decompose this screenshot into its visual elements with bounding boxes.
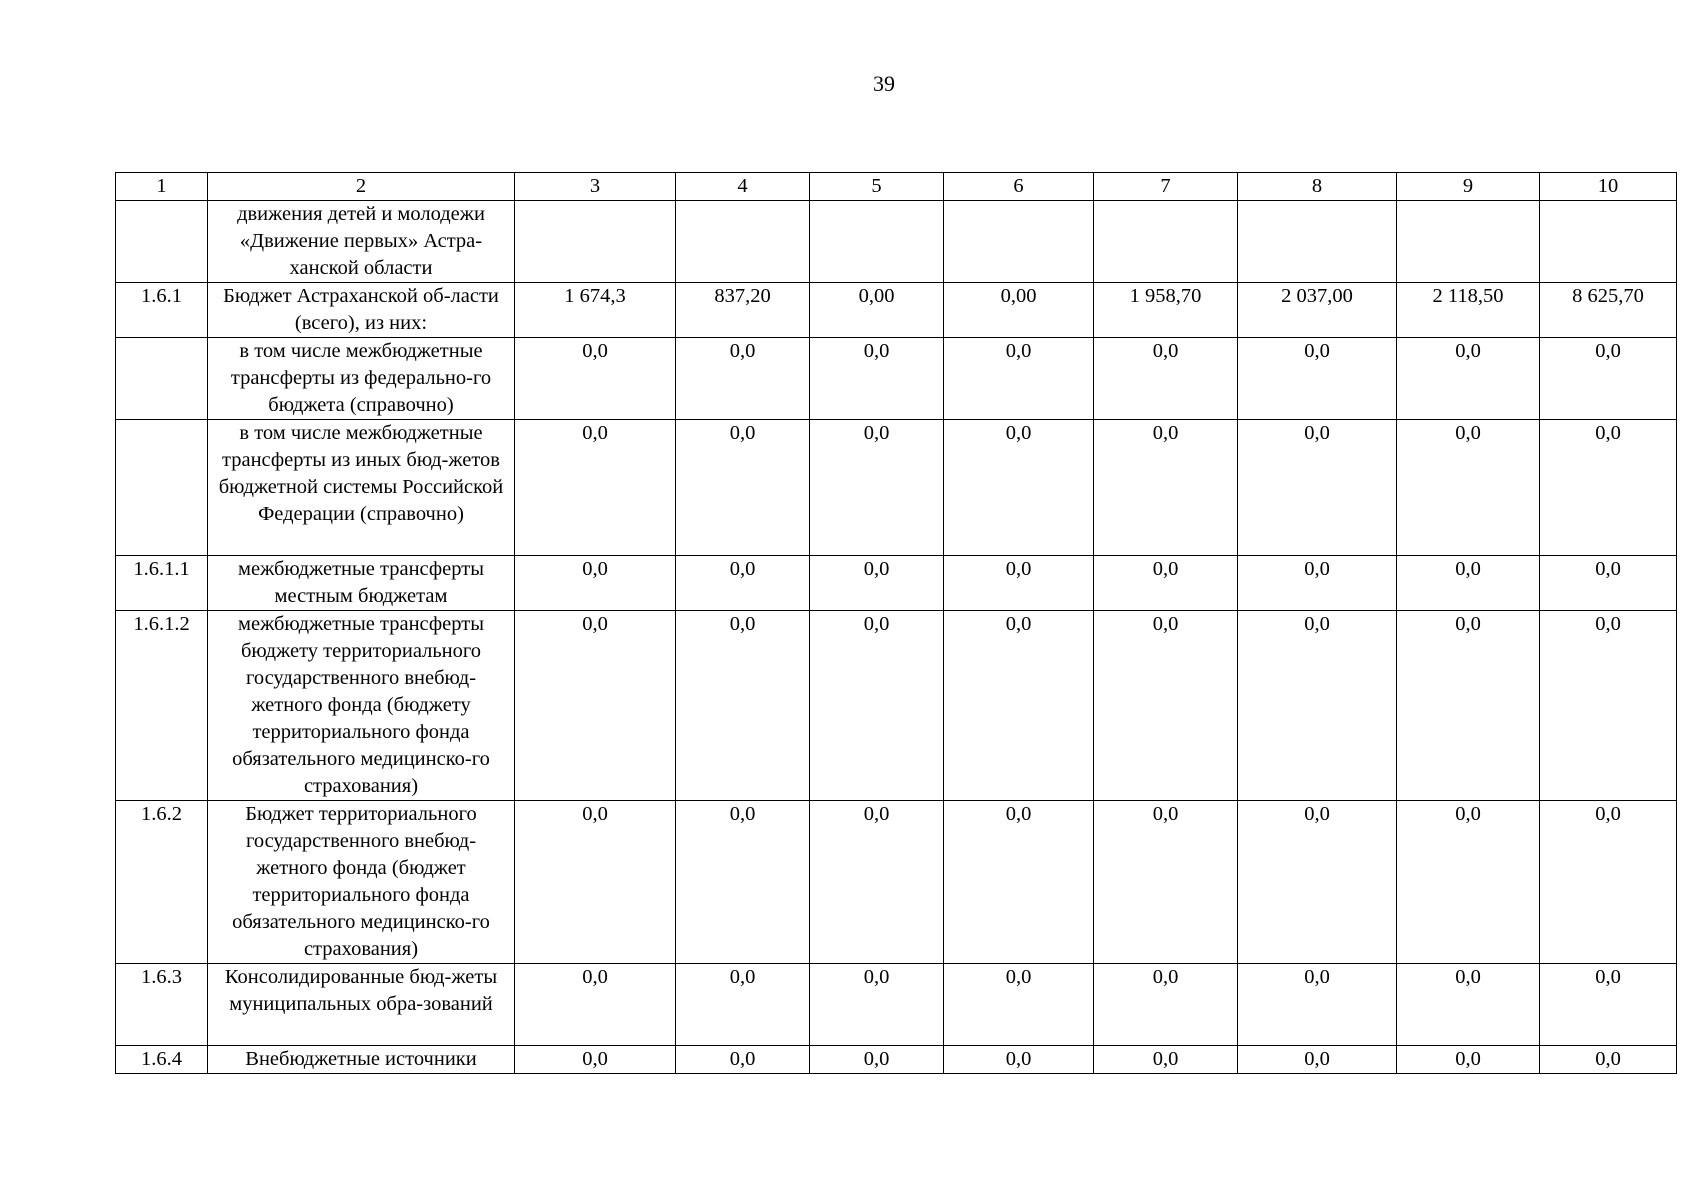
column-number-header: 2 (208, 173, 515, 201)
row-number-cell: 1.6.3 (116, 964, 208, 1046)
value-cell: 0,0 (1540, 420, 1677, 556)
column-number-header: 3 (515, 173, 676, 201)
value-cell: 1 674,3 (515, 283, 676, 338)
value-cell: 0,0 (810, 556, 944, 611)
value-cell: 0,0 (515, 1046, 676, 1074)
row-number-cell (116, 201, 208, 283)
row-number-cell (116, 420, 208, 556)
value-cell: 0,0 (1397, 556, 1540, 611)
value-cell (1238, 201, 1397, 283)
value-cell: 0,0 (810, 611, 944, 801)
value-cell: 837,20 (676, 283, 810, 338)
column-number-header: 6 (944, 173, 1094, 201)
value-cell: 0,0 (515, 338, 676, 420)
column-number-header: 4 (676, 173, 810, 201)
value-cell (515, 201, 676, 283)
value-cell: 0,0 (676, 420, 810, 556)
row-number-cell: 1.6.1.2 (116, 611, 208, 801)
column-number-header: 7 (1094, 173, 1238, 201)
value-cell: 0,0 (1397, 420, 1540, 556)
row-name-cell: Консолидированные бюд-жеты муниципальных обра-зований (208, 964, 515, 1046)
value-cell: 0,0 (515, 611, 676, 801)
value-cell: 0,0 (944, 1046, 1094, 1074)
value-cell (944, 201, 1094, 283)
value-cell: 0,0 (515, 801, 676, 964)
value-cell: 8 625,70 (1540, 283, 1677, 338)
value-cell: 0,0 (944, 420, 1094, 556)
value-cell: 0,0 (676, 556, 810, 611)
row-name-cell: межбюджетные трансферты местным бюджетам (208, 556, 515, 611)
value-cell: 1 958,70 (1094, 283, 1238, 338)
value-cell: 0,0 (1094, 611, 1238, 801)
value-cell: 0,00 (810, 283, 944, 338)
value-cell: 0,0 (810, 801, 944, 964)
value-cell: 0,0 (1397, 338, 1540, 420)
value-cell: 0,0 (810, 338, 944, 420)
table-row (116, 338, 1677, 420)
row-name-cell: в том числе межбюджетные трансферты из иных бюд-жетов бюджетной системы Российской Федерации (справочно) (208, 420, 515, 556)
value-cell (676, 201, 810, 283)
value-cell: 0,0 (1094, 801, 1238, 964)
value-cell (1397, 201, 1540, 283)
row-number-cell (116, 338, 208, 420)
row-number-cell: 1.6.1 (116, 283, 208, 338)
column-number-header: 1 (116, 173, 208, 201)
row-name-cell: Бюджет территориального государственного внебюд-жетного фонда (бюджет территориального фонда обязательного медицинско-го страхования) (208, 801, 515, 964)
row-number-cell: 1.6.1.1 (116, 556, 208, 611)
column-number-header: 10 (1540, 173, 1677, 201)
table-row (116, 201, 1677, 283)
value-cell: 0,0 (944, 611, 1094, 801)
table-row (116, 611, 1677, 801)
value-cell: 2 037,00 (1238, 283, 1397, 338)
row-name-cell: движения детей и молодежи «Движение первых» Астра-ханской области (208, 201, 515, 283)
row-name-cell: Бюджет Астраханской об-ласти (всего), из них: (208, 283, 515, 338)
value-cell: 0,0 (1238, 801, 1397, 964)
value-cell: 0,0 (944, 801, 1094, 964)
value-cell: 0,0 (1540, 1046, 1677, 1074)
value-cell: 0,0 (1094, 1046, 1238, 1074)
value-cell: 0,0 (810, 1046, 944, 1074)
table-row (116, 964, 1677, 1046)
table-row (116, 283, 1677, 338)
column-number-header: 8 (1238, 173, 1397, 201)
value-cell: 0,0 (1397, 964, 1540, 1046)
page-number: 39 (873, 71, 895, 96)
value-cell: 0,0 (1238, 1046, 1397, 1074)
value-cell: 0,0 (1094, 338, 1238, 420)
value-cell: 0,0 (676, 1046, 810, 1074)
value-cell: 0,0 (810, 964, 944, 1046)
value-cell: 0,0 (676, 964, 810, 1046)
table-row (116, 801, 1677, 964)
row-number-cell: 1.6.2 (116, 801, 208, 964)
value-cell: 0,0 (1540, 611, 1677, 801)
value-cell (810, 201, 944, 283)
budget-table (115, 172, 1677, 1074)
table-row (116, 1046, 1677, 1074)
value-cell: 0,0 (1094, 556, 1238, 611)
value-cell: 0,0 (1238, 420, 1397, 556)
column-number-row (116, 173, 1677, 201)
value-cell: 0,0 (676, 611, 810, 801)
value-cell: 0,0 (1238, 556, 1397, 611)
row-name-cell: в том числе межбюджетные трансферты из федерально-го бюджета (справочно) (208, 338, 515, 420)
value-cell: 0,0 (1397, 611, 1540, 801)
column-number-header: 9 (1397, 173, 1540, 201)
value-cell: 0,0 (1094, 964, 1238, 1046)
table-row (116, 420, 1677, 556)
value-cell: 0,0 (944, 964, 1094, 1046)
value-cell (1540, 201, 1677, 283)
row-name-cell: межбюджетные трансферты бюджету территориального государственного внебюд-жетного фонда (бюджету территориального фонда обязательного медицинско-го страхования) (208, 611, 515, 801)
value-cell: 0,0 (676, 801, 810, 964)
table-row (116, 556, 1677, 611)
value-cell: 0,0 (676, 338, 810, 420)
value-cell: 0,0 (1397, 801, 1540, 964)
value-cell: 0,0 (1397, 1046, 1540, 1074)
row-name-cell: Внебюджетные источники (208, 1046, 515, 1074)
value-cell: 0,0 (944, 338, 1094, 420)
value-cell: 0,0 (1540, 801, 1677, 964)
value-cell: 0,0 (515, 556, 676, 611)
value-cell: 2 118,50 (1397, 283, 1540, 338)
value-cell: 0,0 (944, 556, 1094, 611)
value-cell: 0,0 (1094, 420, 1238, 556)
value-cell: 0,0 (1540, 556, 1677, 611)
value-cell: 0,0 (515, 964, 676, 1046)
value-cell: 0,0 (515, 420, 676, 556)
column-number-header: 5 (810, 173, 944, 201)
value-cell: 0,0 (1238, 611, 1397, 801)
value-cell: 0,00 (944, 283, 1094, 338)
value-cell: 0,0 (1540, 964, 1677, 1046)
value-cell: 0,0 (1540, 338, 1677, 420)
value-cell: 0,0 (1238, 338, 1397, 420)
value-cell: 0,0 (810, 420, 944, 556)
value-cell: 0,0 (1238, 964, 1397, 1046)
row-number-cell: 1.6.4 (116, 1046, 208, 1074)
value-cell (1094, 201, 1238, 283)
